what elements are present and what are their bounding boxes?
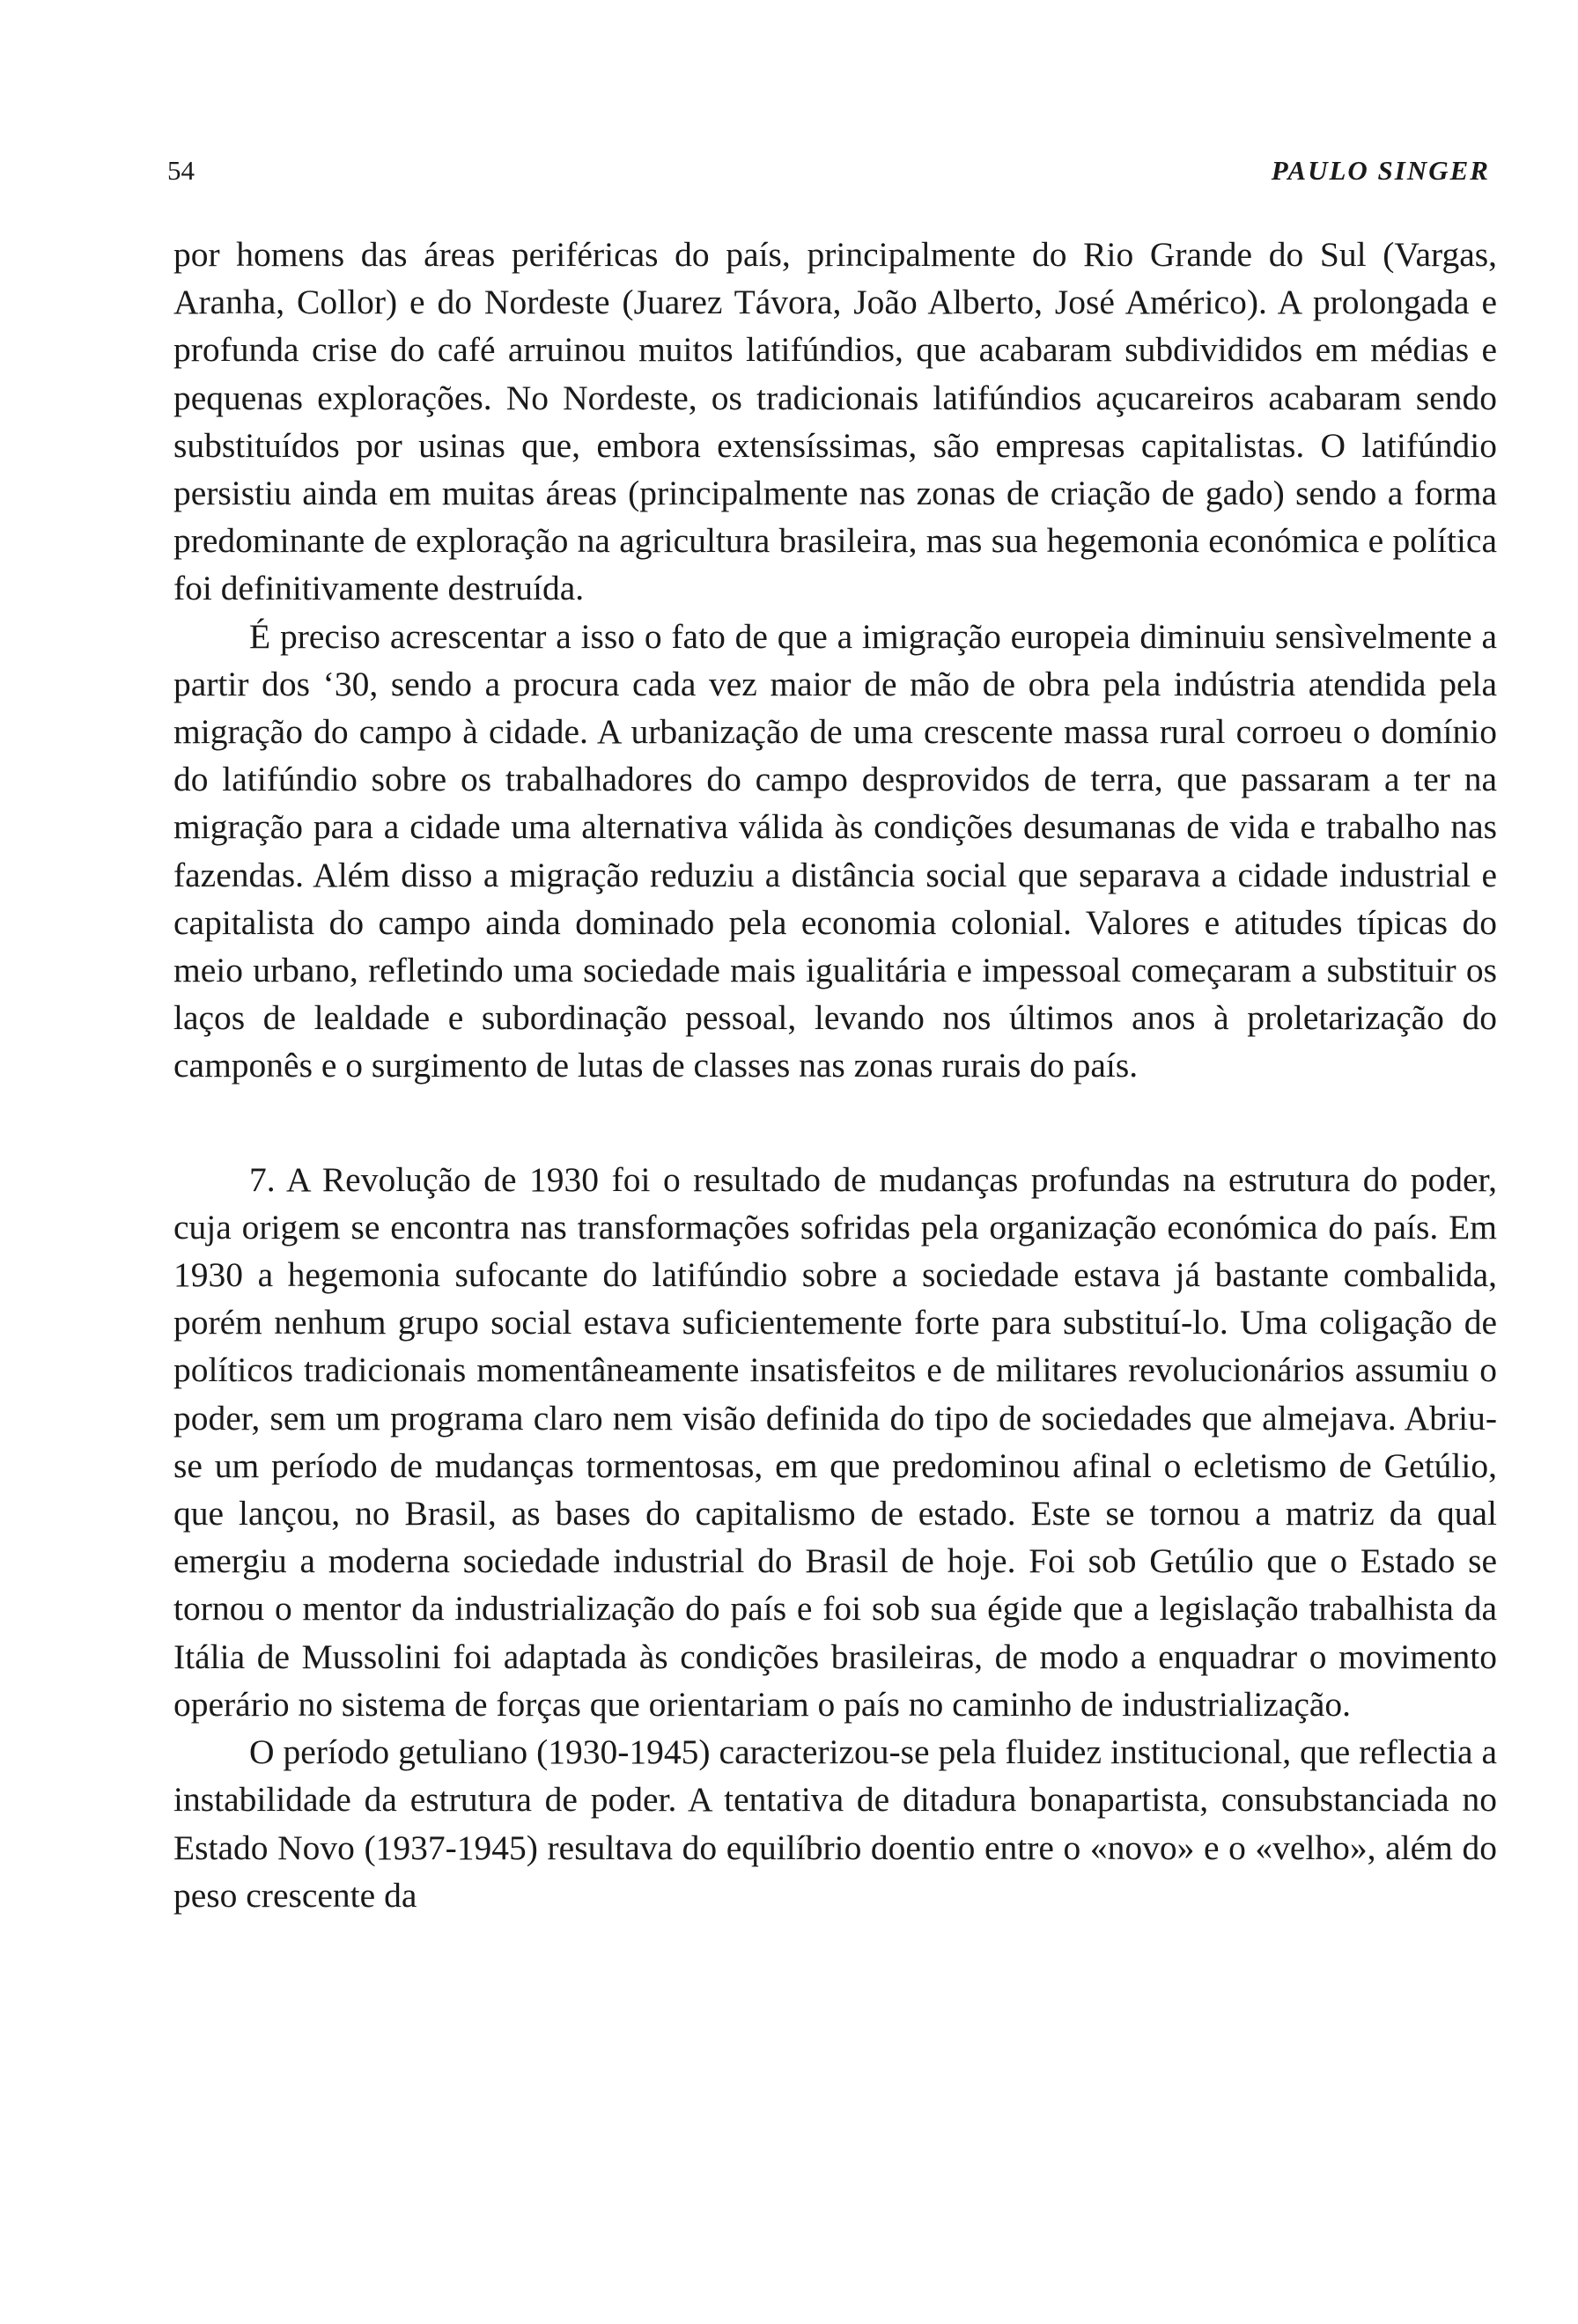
- body-text: [173, 231, 1497, 1919]
- paragraph-4: O período getuliano (1930-1945) caracterizou-se pela fluidez institucional, que reflectia a instabilidade da estrutura de poder. A tentativa de ditadura bonapartista, consubstanciada no Estado Novo (1937-1945) resultava do equilíbrio doentio entre o «novo» e o «velho», além do peso crescente da: [173, 1732, 1497, 1915]
- page-header: [167, 155, 1490, 197]
- running-head-author: PAULO SINGER: [1271, 155, 1490, 186]
- paragraph-1: por homens das áreas periféricas do país, principalmente do Rio Grande do Sul (Vargas, Aranha, Collor) e do Nordeste (Juarez Távora, João Alberto, José Américo). A prolongada e profunda crise do café arruinou muitos latifúndios, que acabaram subdivididos em médias e pequenas explorações. No Nordeste, os tradicionais latifúndios açucareiros acabaram sendo substituídos por usinas que, embora extensíssimas, são empresas capitalistas. O latifúndio persistiu ainda em muitas áreas (principalmente nas zonas de criação de gado) sendo a forma predominante de exploração na agricultura brasileira, mas sua hegemonia económica e política foi definitivamente destruída.: [173, 235, 1497, 608]
- page-number: 54: [167, 155, 195, 186]
- paragraph-2: É preciso acrescentar a isso o fato de que a imigração europeia diminuiu sensìvelmente a partir dos ‘30, sendo a procura cada vez maior de mão de obra pela indústria atendida pela migração do campo à cidade. A urbanização de uma crescente massa rural corroeu o domínio do latifúndio sobre os trabalhadores do campo desprovidos de terra, que passaram a ter na migração para a cidade uma alternativa válida às condições desumanas de vida e trabalho nas fazendas. Além disso a migração reduziu a distância social que separava a cidade industrial e capitalista do campo ainda dominado pela economia colonial. Valores e atitudes típicas do meio urbano, refletindo uma sociedade mais igualitária e impessoal começaram a substituir os laços de lealdade e subordinação pessoal, levando nos últimos anos à proletarização do camponês e o surgimento de lutas de classes nas zonas rurais do país.: [173, 616, 1497, 1085]
- paragraph-section-7: 7. A Revolução de 1930 foi o resultado de mudanças profundas na estrutura do poder, cuja origem se encontra nas transformações sofridas pela organização económica do país. Em 1930 a hegemonia sufocante do latifúndio sobre a sociedade estava já bastante combalida, porém nenhum grupo social estava suficientemente forte para substituí-lo. Uma coligação de políticos tradicionais momentâneamente insatisfeitos e de militares revolucionários assumiu o poder, sem um programa claro nem visão definida do tipo de sociedades que almejava. Abriu-se um período de mudanças tormentosas, em que predominou afinal o ecletismo de Getúlio, que lançou, no Brasil, as bases do capitalismo de estado. Este se tornou a matriz da qual emergiu a moderna sociedade industrial do Brasil de hoje. Foi sob Getúlio que o Estado se tornou o mentor da industrialização do país e foi sob sua égide que a legislação trabalhista da Itália de Mussolini foi adaptada às condições brasileiras, de modo a enquadrar o movimento operário no sistema de forças que orientariam o país no caminho de industrialização.: [173, 1159, 1497, 1724]
- section-gap: [173, 1090, 1497, 1156]
